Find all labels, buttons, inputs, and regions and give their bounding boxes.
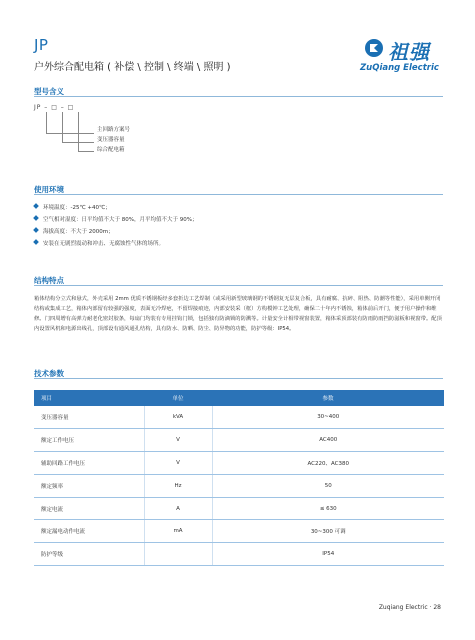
table-cell: 30~300 可调 (212, 520, 444, 543)
table-row (34, 474, 444, 497)
table-row (34, 452, 444, 475)
table-cell: AC400 (212, 429, 444, 452)
env-item: 安装在无剧烈震动和冲击、无腐蚀性气体的场所。 (34, 239, 164, 247)
model-label-scheme: 主回路方案号 (97, 127, 131, 133)
table-cell: 辅助回路工作电压 (34, 452, 144, 475)
model-bracket-3 (46, 112, 94, 134)
section-divider (34, 378, 443, 379)
table-cell: ≤ 630 (212, 497, 444, 520)
table-row (34, 543, 444, 566)
bullet-diamond-icon (33, 239, 39, 245)
bullet-diamond-icon (33, 203, 39, 209)
section-divider (34, 96, 443, 97)
table-cell: 额定漏电动作电流 (34, 520, 144, 543)
bullet-diamond-icon (33, 227, 39, 233)
table-row (34, 429, 444, 452)
column-header: 参数 (212, 390, 444, 406)
table-row (34, 497, 444, 520)
section-divider (34, 194, 443, 195)
section-divider (34, 285, 443, 286)
bullet-diamond-icon (33, 215, 39, 221)
column-header: 单位 (144, 390, 212, 406)
table-cell: 额定电流 (34, 497, 144, 520)
table-cell: 50 (212, 474, 444, 497)
table-cell: 变压器容量 (34, 406, 144, 429)
section-title-structure: 结构特点 (34, 276, 64, 285)
env-item: 环境温度：-25℃ +40℃； (34, 203, 111, 211)
logo-en-text: ZuQiang Electric (360, 63, 439, 73)
env-item: 海拔高度：不大于 2000m； (34, 227, 114, 235)
table-cell: 额定工作电压 (34, 429, 144, 452)
section-title-environment: 使用环境 (34, 185, 64, 194)
logo-mark-icon (364, 38, 384, 58)
table-cell: AC220、AC380 (212, 452, 444, 475)
table-cell: A (144, 497, 212, 520)
table-cell: 防护等级 (34, 543, 144, 566)
page-subtitle: 户外综合配电箱 ( 补偿 \ 控制 \ 终端 \ 照明 ) (34, 62, 231, 73)
table-row (34, 406, 444, 429)
table-cell: mA (144, 520, 212, 543)
model-code: JP – □ – □ (34, 104, 75, 111)
model-label-capacity: 变压器容量 (97, 137, 125, 143)
brand-logo (350, 36, 450, 86)
env-item: 空气相对湿度：日平均值不大于 80%，月平均值不大于 90%； (34, 215, 197, 223)
section-title-model: 型号含义 (34, 87, 64, 96)
table-cell: 30~400 (212, 406, 444, 429)
table-cell (144, 543, 212, 566)
table-cell: V (144, 429, 212, 452)
table-cell: 额定频率 (34, 474, 144, 497)
table-header-row (34, 390, 444, 406)
page-footer: Zuqiang Electric · 28 (378, 604, 441, 611)
logo-cn-text: 祖强 (388, 40, 430, 64)
model-label-type: 综合配电箱 (97, 147, 125, 153)
params-table (34, 390, 444, 566)
table-cell: V (144, 452, 212, 475)
table-row (34, 520, 444, 543)
table-cell: IP54 (212, 543, 444, 566)
table-cell: kVA (144, 406, 212, 429)
section-title-params: 技术参数 (34, 369, 64, 378)
page-title: JP (34, 36, 49, 54)
column-header: 项目 (34, 390, 144, 406)
table-cell: Hz (144, 474, 212, 497)
structure-paragraph: 箱体结构分立式和悬式，外壳采用 2mm 优质不锈钢板经多套折边工艺焊制（或采用新型玻璃钢的不锈钢复无层复合板，具有耐腐、抗碎、阻热、防潮等性能），采用单侧开闭结构或集成工艺，箱体内部留有较强的强度，表面无冷焊疤，不留焊接痕迹，内部安装采（框）方构模钟工艺处理，确保二十年内不锈蚀，箱体前后开门，便于用户操作和维修。门四周增有高弹力耐老化密封胶条，每扇门均装有专用挂钩门锁，包括独有防滴锁的防溅等。计量安全计相带视窗装置，箱体采顶部装有防雨防雨挡防滋板和视窗带。配顶内设置风机和电源出线孔，顶部设有通风通孔结构，具有防水、防晒、防尘、防异物的功能，防护等级：IP54。 (34, 296, 442, 332)
